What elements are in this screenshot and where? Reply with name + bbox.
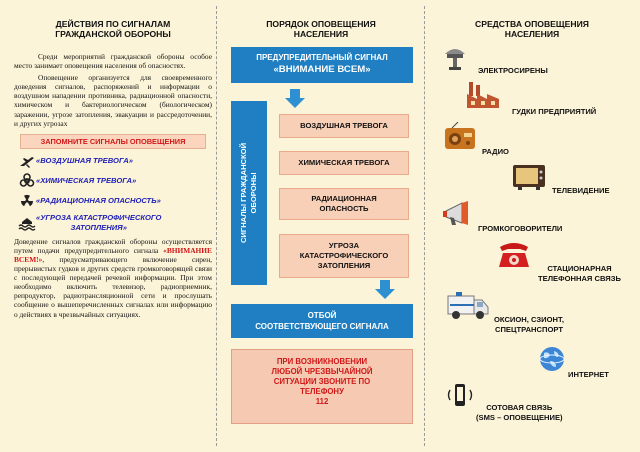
emergency-call-box — [231, 349, 413, 424]
means-electro-sirens — [478, 66, 548, 76]
means-loudspeakers — [478, 224, 562, 234]
all-clear-line: СООТВЕТСТВУЮЩЕГО СИГНАЛА — [255, 322, 389, 331]
signal-label: «РАДИАЦИОННАЯ ОПАСНОСТЬ» — [36, 196, 161, 206]
middle-title — [222, 19, 420, 39]
flood-threat-box — [279, 234, 409, 278]
procedure-text: Доведение сигналов гражданской обороны осуществляется путем подачи предупредительного сигнала — [14, 236, 212, 255]
warning-signal-title: «ВНИМАНИЕ ВСЕМ» — [273, 64, 371, 75]
ambulance-icon — [446, 288, 490, 320]
signal-chemical — [18, 173, 212, 189]
signal-label-line: ЗАТОПЛЕНИЯ» — [70, 222, 127, 232]
column-divider — [424, 6, 425, 446]
notification-paragraph: Оповещение организуется для своевременного доведения сигналов, распоряжений и информации о воздушном нападении противника, радиационной опасности, химическом и бактериологическом (биологическом) заражении, угрозе затопления, эвакуации и рассредоточении, и других угрозах — [14, 73, 212, 128]
means-factory-horns — [512, 107, 596, 117]
means-label: ИНТЕРНЕТ — [568, 370, 609, 379]
signal-label: «ХИМИЧЕСКАЯ ТРЕВОГА» — [36, 176, 137, 186]
procedure-paragraph — [14, 237, 212, 319]
means-cellular — [476, 403, 563, 423]
means-label: СТАЦИОНАРНАЯ — [547, 264, 612, 273]
box-label: ЗАТОПЛЕНИЯ — [317, 261, 371, 270]
procedure-text: , предусматривающего включение сирен, прерывистых гудков и других средств громкоговорящей связи с последующей передачей речевой информации. При этом необходимо включить телевизор, радиоприемник, репродуктор, радиотрансляционной сети и прослушать сообщение о вышеперечисленных сигналах или информацию о действиях в чрезвычайных ситуациях. — [14, 254, 212, 319]
intro-paragraph: Среди мероприятий гражданской обороны особое место занимает оповещения населения об опасностях. — [14, 52, 212, 71]
right-title — [432, 19, 632, 39]
siren-icon — [442, 44, 468, 72]
signal-flood — [18, 213, 212, 233]
civil-defense-signals-label — [239, 143, 259, 243]
telephone-icon — [496, 239, 532, 269]
left-title-line: ДЕЙСТВИЯ ПО СИГНАЛАМ — [55, 19, 171, 29]
means-television — [552, 186, 610, 196]
mobile-phone-icon — [446, 383, 474, 407]
means-label: ТЕЛЕФОННАЯ СВЯЗЬ — [538, 274, 621, 283]
box-label: УГРОЗА — [328, 241, 360, 250]
megaphone-icon — [442, 201, 476, 227]
biohazard-icon — [18, 173, 36, 189]
means-label: (SMS – ОПОВЕЩЕНИЕ) — [476, 413, 563, 422]
signal-label-line: «УГРОЗА КАТАСТРОФИЧЕСКОГО — [36, 212, 162, 222]
emergency-number: 112 — [315, 397, 329, 406]
factory-icon — [466, 80, 500, 108]
means-label: ГУДКИ ПРЕДПРИЯТИЙ — [512, 107, 597, 116]
box-label: КАТАСТРОФИЧЕСКОГО — [299, 251, 389, 260]
left-title-line: ГРАЖДАНСКОЙ ОБОРОНЫ — [55, 29, 171, 39]
middle-title-line: НАСЕЛЕНИЯ — [293, 29, 349, 39]
left-column — [14, 0, 212, 452]
means-label: РАДИО — [482, 147, 509, 156]
emergency-line: СИТУАЦИИ ЗВОНИТЕ ПО — [273, 377, 371, 386]
emergency-line: ТЕЛЕФОНУ — [300, 387, 344, 396]
means-label: ГРОМКОГОВОРИТЕЛИ — [478, 224, 563, 233]
remember-signals-banner: ЗАПОМНИТЕ СИГНАЛЫ ОПОВЕЩЕНИЯ — [20, 134, 206, 149]
flood-icon — [18, 215, 36, 231]
means-okseon-transport — [494, 315, 564, 335]
arrow-down-icon — [374, 280, 396, 300]
side-label-line: ОБОРОНЫ — [249, 172, 258, 214]
means-label: СОТОВАЯ СВЯЗЬ — [486, 403, 553, 412]
tv-icon — [512, 164, 546, 190]
attention-all-highlight: «ВНИМАНИЕ ВСЕМ!» — [14, 245, 212, 264]
warning-signal-line: ПРЕДУПРЕДИТЕЛЬНЫЙ СИГНАЛ — [256, 53, 388, 62]
box-label: ХИМИЧЕСКАЯ ТРЕВОГА — [298, 158, 390, 167]
means-label: ЭЛЕКТРОСИРЕНЫ — [478, 66, 548, 75]
means-label: ТЕЛЕВИДЕНИЕ — [552, 186, 610, 195]
left-title — [14, 19, 212, 39]
signal-air-raid — [18, 153, 212, 169]
means-radio — [482, 147, 509, 157]
radiation-box — [279, 188, 409, 220]
means-internet — [568, 370, 609, 380]
means-label: СПЕЦТРАНСПОРТ — [494, 325, 563, 334]
means-landline — [538, 264, 621, 284]
box-label: ВОЗДУШНАЯ ТРЕВОГА — [300, 121, 388, 130]
emergency-line: ПРИ ВОЗНИКНОВЕНИИ — [276, 357, 368, 366]
right-title-line: СРЕДСТВА ОПОВЕЩЕНИЯ — [475, 19, 589, 29]
globe-icon — [538, 345, 566, 373]
civil-defense-signals-bar — [231, 101, 267, 285]
right-column — [432, 0, 632, 452]
radiation-icon — [18, 193, 36, 209]
signal-radiation — [18, 193, 212, 209]
warning-signal-box — [231, 47, 413, 83]
means-label: ОКСИОН, СЗИОНТ, — [494, 315, 564, 324]
radio-icon — [444, 122, 476, 150]
signal-label: «ВОЗДУШНАЯ ТРЕВОГА» — [36, 156, 133, 166]
arrow-down-icon — [284, 89, 306, 109]
right-title-line: НАСЕЛЕНИЯ — [504, 29, 560, 39]
chemical-alarm-box — [279, 151, 409, 175]
middle-title-line: ПОРЯДОК ОПОВЕЩЕНИЯ — [266, 19, 376, 29]
column-divider — [216, 6, 217, 446]
all-clear-box — [231, 304, 413, 338]
signal-label — [36, 213, 161, 233]
box-label: РАДИАЦИОННАЯ — [311, 194, 377, 203]
side-label-line: СИГНАЛЫ ГРАЖДАНСКОЙ — [239, 142, 248, 244]
emergency-line: ЛЮБОЙ ЧРЕЗВЫЧАЙНОЙ — [271, 367, 373, 376]
air-raid-box — [279, 114, 409, 138]
all-clear-line: ОТБОЙ — [307, 311, 337, 320]
middle-column — [222, 0, 420, 452]
airplane-icon — [18, 153, 36, 169]
box-label: ОПАСНОСТЬ — [319, 204, 369, 213]
